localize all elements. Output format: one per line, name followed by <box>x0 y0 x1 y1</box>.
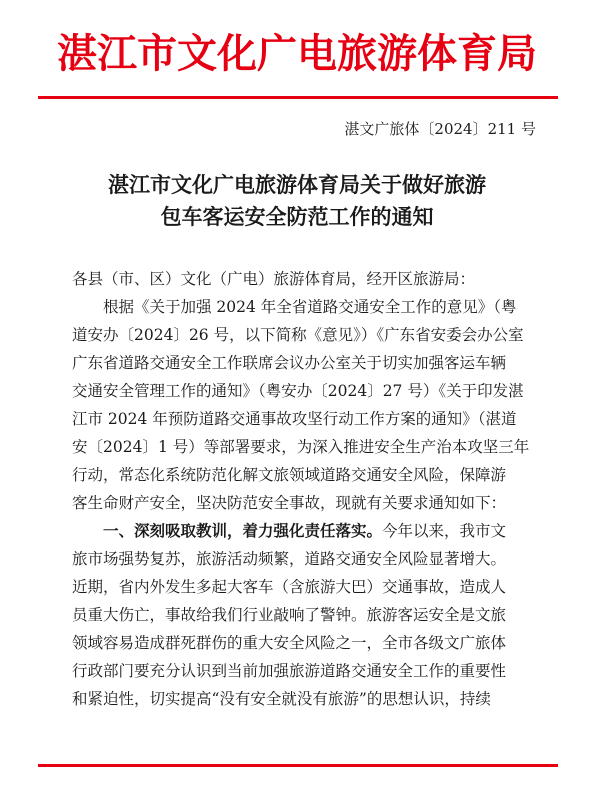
paragraph-line: 广东省道路交通安全工作联席会议办公室关于切实加强客运车辆 <box>72 354 507 372</box>
paragraph-line: 交通安全管理工作的通知》（粤安办〔2024〕27 号）《关于印发湛 <box>72 382 524 400</box>
paragraph-line: 行政部门要充分认识到当前加强旅游道路交通安全工作的重要性 <box>72 662 507 680</box>
section-1-heading: 一、深刻吸取教训，着力强化责任落实。 <box>103 521 383 540</box>
document-number: 湛文广旅体〔2024〕211 号 <box>344 120 536 138</box>
paragraph-line: 安〔2024〕1 号）等部署要求，为深入推进安全生产治本攻坚三年 <box>72 438 530 456</box>
paragraph-line: 道安办〔2024〕26 号，以下简称《意见》）《广东省安委会办公室 <box>72 326 524 344</box>
paragraph-line: 客生命财产安全，坚决防范安全事故，现就有关要求通知如下： <box>72 494 507 512</box>
paragraph-line: 员重大伤亡，事故给我们行业敲响了警钟。旅游客运安全是文旅 <box>72 606 507 624</box>
paragraph-line: 旅市场强势复苏，旅游活动频繁，道路交通安全风险显著增大。 <box>72 550 507 568</box>
paragraph-line: 根据《关于加强 2024 年全省道路交通安全工作的意见》（粤 <box>103 298 517 316</box>
section-1 <box>72 517 542 713</box>
issuer-header: 湛江市文化广电旅游体育局 <box>57 30 537 77</box>
paragraph-line: 和紧迫性，切实提高“没有安全就没有旅游”的思想认识，持续 <box>72 690 491 708</box>
document-title-line-1: 湛江市文化广电旅游体育局关于做好旅游 <box>108 172 486 197</box>
section-1-first-line <box>72 517 542 545</box>
paragraph-1 <box>72 293 542 517</box>
footer-red-rule <box>38 764 558 767</box>
salutation-text: 各县（市、区）文化（广电）旅游体育局，经开区旅游局： <box>72 270 476 288</box>
paragraph-line: 江市 2024 年预防道路交通事故攻坚行动工作方案的通知》（湛道 <box>72 410 517 428</box>
section-1-first-line-text: 今年以来，我市文 <box>382 522 507 540</box>
document-title-line-2: 包车客运安全防范工作的通知 <box>160 204 434 229</box>
header-red-rule <box>38 96 558 99</box>
paragraph-line: 近期，省内外发生多起大客车（含旅游大巴）交通事故，造成人 <box>72 578 507 596</box>
paragraph-line: 行动，常态化系统防范化解文旅领域道路交通安全风险，保障游 <box>72 466 507 484</box>
salutation <box>72 265 542 293</box>
paragraph-line: 领域容易造成群死群伤的重大安全风险之一，全市各级文广旅体 <box>72 634 507 652</box>
